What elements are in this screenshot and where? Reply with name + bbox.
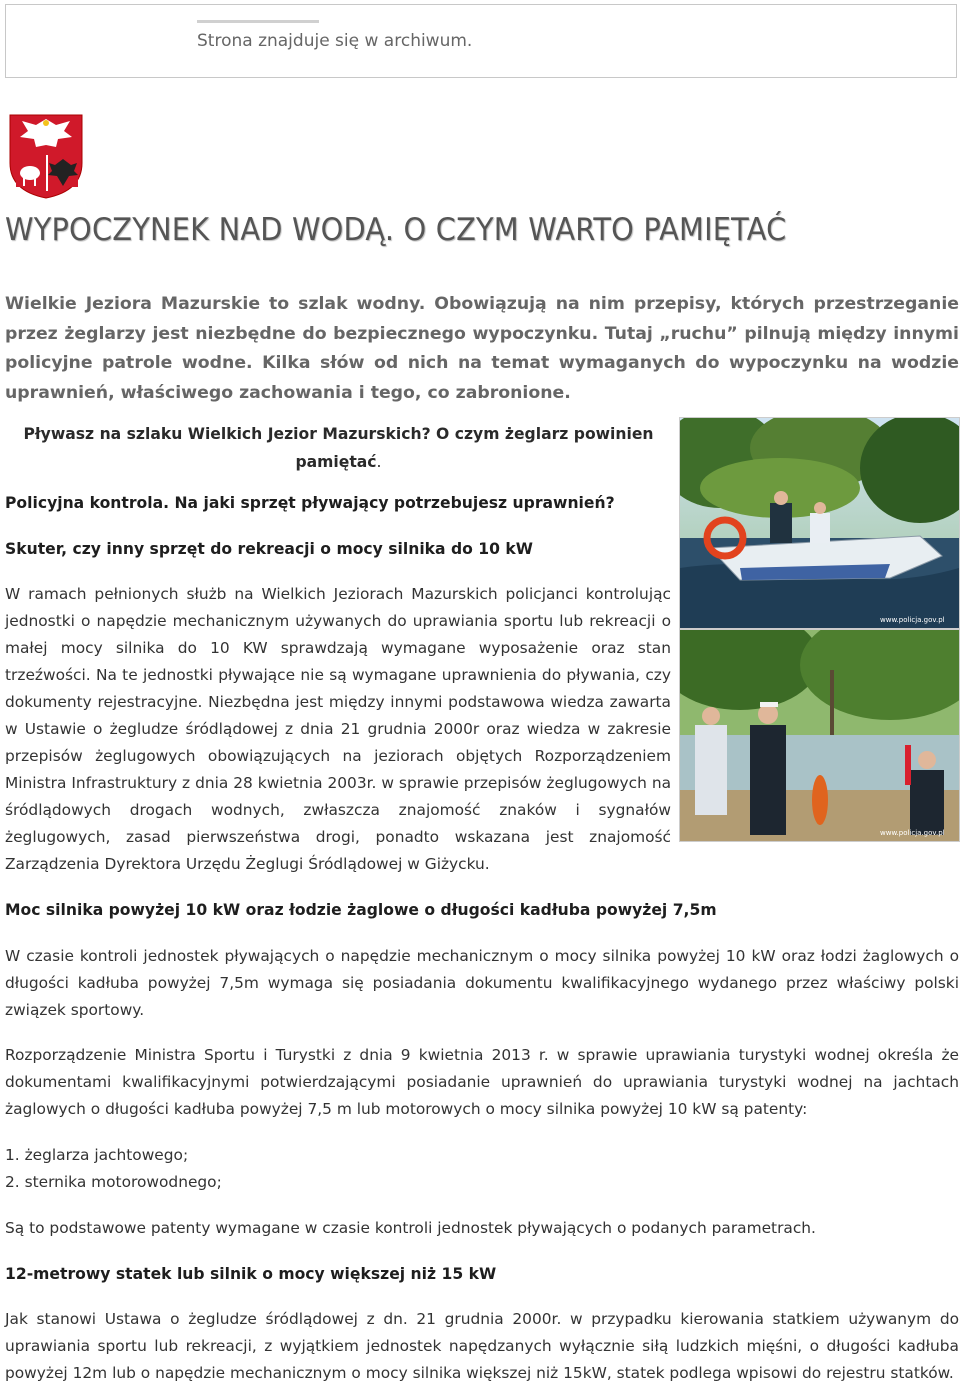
section-text-skuter: W ramach pełnionych służb na Wielkich Jeziorach Mazurskich policjanci kontrolując jednostki o napędzie mechanicznym używanych do uprawiania sportu lub rekreacji o małej mocy silnika do 10 KW sprawdzają wymagane wyposażenie oraz stan trzeźwości. Na te jednostki pływające nie są wymagane uprawnienia do pływania, czy dokumenty rejestracyjne. Niezbędna jest między innymi podstawowa wiedza zawarta w Ustawie o żegludze śródlądowej z dnia 21 grudnia 2000r oraz wiedza w zakresie przepisów żeglugowych obowiązujących na jeziorach objętych Rozporządzeniem Ministra Infrastruktury z dnia 28 kwietnia 2003r. w sprawie przepisów żeglugowych na śródlądowych drogach wodnych, zwłaszcza znajomość znaków i sygnałów żeglugowych, zasad pierwszeństwa drogi, ponadto wskazana jest znajomość Zarządzenia Dyrektora Urzędu Żeglugi Śródlądowej w Giżycku. [5, 585, 671, 873]
section-heading-12-metrowy: 12-metrowy statek lub silnik o mocy większej niż 15 kW [5, 1265, 497, 1283]
teaser-dot: . [376, 453, 382, 471]
teaser-line-1[interactable]: Pływasz na szlaku Wielkich Jezior Mazurskich? O czym żeglarz powinien [23, 425, 654, 443]
section-heading-policyjna-kontrola: Policyjna kontrola. Na jaki sprzęt pływający potrzebujesz uprawnień? [5, 494, 615, 512]
archive-divider [197, 20, 319, 23]
section-heading-skuter: Skuter, czy inny sprzęt do rekreacji o mocy silnika do 10 kW [5, 540, 533, 558]
section-heading-moc-silnika: Moc silnika powyżej 10 kW oraz łodzie żaglowe o długości kadłuba powyżej 7,5m [5, 901, 717, 919]
photo-police-boat [679, 417, 960, 629]
teaser-line-2[interactable]: pamiętać [295, 453, 377, 471]
patent-list-item: 1. żeglarza jachtowego; [5, 1146, 189, 1164]
section-text-moc-silnika: W czasie kontroli jednostek pływających o napędzie mechanicznym o mocy silnika powyżej 10 kW oraz łodzi żaglowych o długości kadłuba powyżej 7,5m wymaga się posiadania dokumentu kwalifikacyjnego wydanego przez właściwy polski związek sportowy. [5, 947, 959, 1019]
photo1-watermark: www.policja.gov.pl [880, 616, 945, 624]
section-text-rozporzadzenie: Rozporządzenie Ministra Sportu i Turystki z dnia 9 kwietnia 2013 r. w sprawie uprawiania turystyki wodnej określa że dokumentami kwalifikacyjnymi potwierdzającymi posiadanie uprawnień do uprawiania turystyki wodnej na jachtach żaglowych o długości kadłuba powyżej 7,5 m lub motorowych o mocy silnika powyżej 10 kW są patenty: [5, 1046, 959, 1118]
photo2-watermark: www.policja.gov.pl [880, 829, 945, 837]
article-teaser[interactable] [5, 420, 672, 476]
patent-list-item: 2. sternika motorowodnego; [5, 1173, 222, 1191]
section-text-12-metrowy: Jak stanowi Ustawa o żegludze śródlądowej z dn. 21 grudnia 2000r. w przypadku kierowania statkiem używanym do uprawiania sportu lub rekreacji, z wyjątkiem jednostek napędzanych wyłącznie siłą ludzkich mięśni, o długości kadłuba powyżej 12m lub o napędzie mechanicznym o mocy silnika większej niż 15kW, statek podlega wpisowi do rejestru statków. [5, 1310, 959, 1382]
photo-police-shore [679, 629, 960, 842]
archive-notice-box [5, 4, 957, 78]
patent-list [5, 1142, 222, 1196]
archive-notice: Strona znajduje się w archiwum. [197, 31, 473, 51]
article-lead: Wielkie Jeziora Mazurskie to szlak wodny. Obowiązują na nim przepisy, których przestrzeganie przez żeglarzy jest niezbędne do bezpiecznego wypoczynku. Tutaj „ruchu” pilnują między innymi policyjne patrole wodne. Kilka słów od nich na temat wymaganych do wypoczynku na wodzie uprawnień, właściwego zachowania i tego, co zabronione. [5, 294, 959, 403]
page-title: WYPOCZYNEK NAD WODĄ. O CZYM WARTO PAMIĘTAĆ [5, 212, 787, 248]
section-text-podstawowe-patenty: Są to podstawowe patenty wymagane w czasie kontroli jednostek pływających o podanych parametrach. [5, 1219, 816, 1237]
coat-of-arms-logo [8, 113, 84, 199]
